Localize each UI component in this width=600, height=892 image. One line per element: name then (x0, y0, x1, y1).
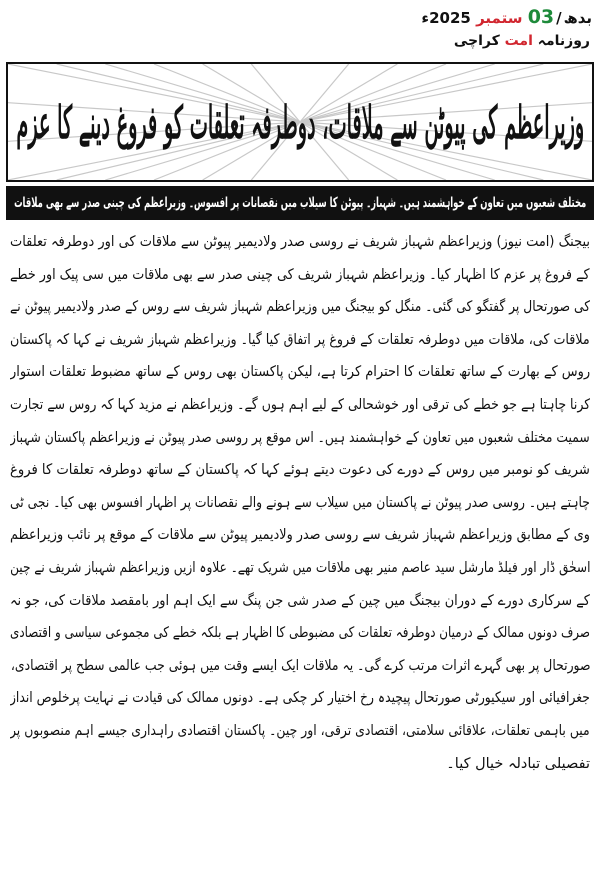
article-line: کے سرکاری دورے کے دوران بیجنگ میں چین کے صدر شی جن پنگ سے ایک اہم اور بامقصد ملاقات کی، جو نہ (10, 592, 590, 609)
article-line: صرف دونوں ممالک کے درمیان دوطرفہ تعلقات کی مضبوطی کا اظہار ہے بلکہ خطے کی مجموعی سیاسی و اقتصادی (10, 625, 590, 642)
date-month: ستمبر (476, 9, 523, 27)
article-line: چاہتے ہیں۔ روسی صدر پیوٹن نے پاکستان میں سیلاب سے ہونے والے نقصانات پر اظہار افسوس بھی کیا۔ نجی ٹی (10, 494, 590, 511)
headline-banner (6, 62, 594, 182)
article-line: کی صورتحال پر گفتگو کی گئی۔ منگل کو بیجنگ میں وزیراعظم شہباز شریف سے روس کے صدر ولادیمیر پیوٹن نے (10, 299, 590, 316)
paper-prefix: روزنامہ (537, 33, 590, 49)
article-line: کے فروغ پر عزم کا اظہار کیا۔ وزیراعظم شہباز شریف کی چینی صدر سے بھی ملاقات میں سی پیک اور خطے (10, 266, 590, 283)
article-line: بیجنگ (امت نیوز) وزیراعظم شہباز شریف نے روسی صدر ولادیمیر پیوٹن سے ملاقات کی اور دوطرفہ تعلقات (10, 234, 590, 250)
article-line: وی کے مطابق وزیراعظم شہباز شریف سے روسی صدر ولادیمیر پیوٹن سے ملاقات کے موقع پر نائب وزیراعظم (10, 527, 590, 544)
article-line: تفصیلی تبادلہ خیال کیا۔ (446, 755, 590, 772)
article-line: میں باہمی تعلقات، علاقائی سلامتی، اقتصادی ترقی، اور چین۔ پاکستان اقتصادی راہداری جیسے اہم منصوبوں پر (10, 722, 590, 739)
article-line: جغرافیائی اور سیکیورٹی صورتحال پیچیدہ رخ اختیار کر چکی ہے۔ دونوں ممالک کی قیادت نے نہایت پرخلوص انداز (10, 690, 590, 707)
article-line: کرنا چاہتا ہے جو خطے کی ترقی اور خوشحالی کے لیے اہم ہوں گے۔ وزیراعظم نے مزید کہا کہ روس سے تجارت (10, 396, 590, 413)
article-line: ملاقات کی، ملاقات میں دوطرفہ تعلقات کے فروغ پر اتفاق کیا گیا۔ وزیراعظم شہباز شریف نے کہا کہ پاکستان (10, 331, 590, 348)
newspaper-name (454, 33, 590, 49)
article-body (10, 226, 590, 780)
date-number: 03 (527, 6, 555, 28)
article-line: شریف کو نومبر میں روس کے دورے کی دعوت دیتے ہوئے کہا کہ پاکستان کے ساتھ دوطرفہ تعلقات کا فروغ (10, 462, 590, 479)
date-separator: / (556, 9, 562, 27)
paper-title: امت (504, 33, 533, 49)
headline: وزیراعظم کی پیوٹن سے ملاقات، دوطرفہ تعلقات کو فروغ دینے کا عزم (16, 95, 584, 149)
article-line: اسحٰق ڈار اور فیلڈ مارشل سید عاصم منیر بھی ملاقات میں شریک تھے۔ علاوہ ازیں وزیراعظم شہباز شریف نے چین (10, 559, 590, 576)
dateline (421, 6, 592, 28)
date-year: 2025ء (421, 9, 471, 27)
masthead (0, 0, 600, 58)
article-line: سمیت مختلف شعبوں میں تعاون کے خواہشمند ہیں۔ اس موقع پر روسی صدر پیوٹن نے وزیراعظم پاکستان شہباز (10, 429, 590, 446)
paper-city: کراچی (453, 33, 500, 49)
article-line: صورتحال پر بھی گہرے اثرات مرتب کرے گی۔ یہ ملاقات ایک ایسے وقت میں ہوئی جب عالمی سطح پر اقتصادی، (10, 657, 590, 674)
article-line: روس کے بھارت کے ساتھ تعلقات کا احترام کرتا ہے، لیکن پاکستان بھی روس کے ساتھ مضبوط تعلقات استوار (10, 364, 590, 381)
subheadline-strip (6, 186, 594, 220)
day-name: بدھ (563, 9, 592, 27)
subheadline: مختلف شعبوں میں تعاون کے خواہشمند ہیں۔ شہباز۔ پیوٹن کا سیلاب میں نقصانات پر افسوس۔ وزیراعظم کی چینی صدر سے بھی ملاقات (13, 195, 587, 211)
